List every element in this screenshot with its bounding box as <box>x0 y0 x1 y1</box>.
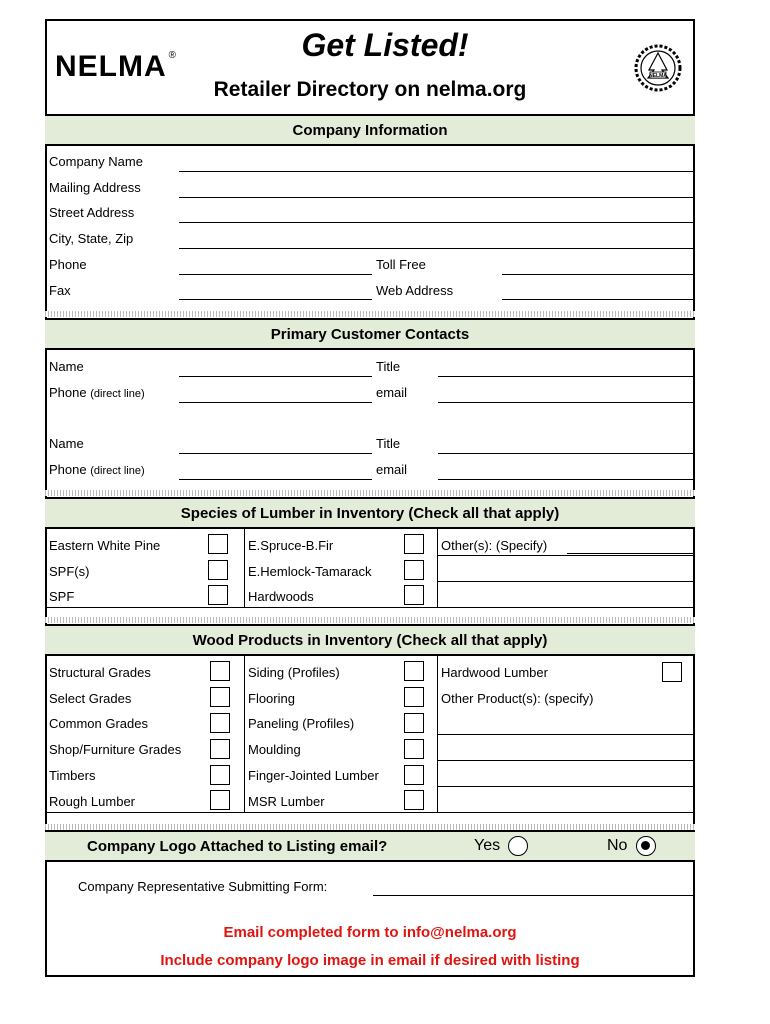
checkbox-hardwood-lumber[interactable] <box>662 662 682 682</box>
column-divider <box>244 656 245 812</box>
column-divider <box>244 529 245 607</box>
other-species-label: Other(s): (Specify) <box>441 538 548 553</box>
row-divider <box>45 812 695 813</box>
row-divider <box>437 581 695 582</box>
rep-label: Company Representative Submitting Form: <box>78 879 328 894</box>
checkbox-timbers[interactable] <box>210 765 230 785</box>
row-divider <box>437 734 695 735</box>
radio-no[interactable] <box>636 836 656 856</box>
contact2-phone-label <box>49 462 145 477</box>
row-divider <box>437 555 695 556</box>
separator <box>45 311 695 317</box>
species-label: E.Spruce-B.Fir <box>248 538 334 553</box>
contact1-phone-label <box>49 385 145 400</box>
checkbox-spf[interactable] <box>208 585 228 605</box>
contact1-name-field[interactable] <box>179 376 372 377</box>
logo-instruction: Include company logo image in email if desired with listing <box>160 952 580 969</box>
product-label: Timbers <box>49 768 96 783</box>
checkbox-siding[interactable] <box>404 661 424 681</box>
company-info-heading: Company Information <box>45 114 695 146</box>
product-label: Paneling (Profiles) <box>248 716 355 731</box>
row-divider <box>437 786 695 787</box>
phone-label: Phone <box>49 257 87 272</box>
contact2-email-label: email <box>376 462 408 477</box>
contact2-name-field[interactable] <box>179 453 372 454</box>
species-label: E.Hemlock-Tamarack <box>248 564 372 579</box>
product-label: Flooring <box>248 691 295 706</box>
wood-heading: Wood Products in Inventory (Check all that apply) <box>45 624 695 656</box>
street-address-field[interactable] <box>179 222 693 223</box>
street-address-label: Street Address <box>49 205 135 220</box>
product-label: Hardwood Lumber <box>441 665 548 680</box>
column-divider <box>437 529 438 607</box>
checkbox-msr-lumber[interactable] <box>404 790 424 810</box>
radio-yes[interactable] <box>508 836 528 856</box>
checkbox-paneling[interactable] <box>404 713 424 733</box>
checkbox-spruce-fir[interactable] <box>404 534 424 554</box>
fax-field[interactable] <box>179 299 372 300</box>
product-label: Select Grades <box>49 691 132 706</box>
contact2-title-label: Title <box>376 436 401 451</box>
product-label: Moulding <box>248 742 301 757</box>
web-address-field[interactable] <box>502 299 693 300</box>
checkbox-moulding[interactable] <box>404 739 424 759</box>
nelma-seal-icon <box>634 44 682 92</box>
contact1-title-label: Title <box>376 359 401 374</box>
company-name-label: Company Name <box>49 154 143 169</box>
contacts-heading: Primary Customer Contacts <box>45 318 695 350</box>
toll-free-field[interactable] <box>502 274 693 275</box>
rep-field[interactable] <box>373 895 693 896</box>
email-instruction: Email completed form to info@nelma.org <box>223 924 517 941</box>
species-label: SPF(s) <box>49 564 90 579</box>
product-label: Structural Grades <box>49 665 151 680</box>
checkbox-finger-jointed[interactable] <box>404 765 424 785</box>
row-divider <box>45 607 695 608</box>
svg-text:NELMA: NELMA <box>649 73 667 79</box>
contact1-email-label: email <box>376 385 408 400</box>
product-label: Shop/Furniture Grades <box>49 742 182 757</box>
page-subtitle: Retailer Directory on nelma.org <box>213 78 527 101</box>
species-label: Eastern White Pine <box>49 538 161 553</box>
checkbox-shop-furniture-grades[interactable] <box>210 739 230 759</box>
contact1-email-field[interactable] <box>438 402 693 403</box>
contact2-phone-field[interactable] <box>179 479 372 480</box>
phone-text: Phone <box>49 385 87 400</box>
fax-label: Fax <box>49 283 71 298</box>
species-heading: Species of Lumber in Inventory (Check all that apply) <box>45 497 695 529</box>
phone-field[interactable] <box>179 274 372 275</box>
contact1-phone-field[interactable] <box>179 402 372 403</box>
species-label: Hardwoods <box>248 589 314 604</box>
checkbox-select-grades[interactable] <box>210 687 230 707</box>
city-state-zip-label: City, State, Zip <box>49 231 134 246</box>
checkbox-hemlock-tamarack[interactable] <box>404 560 424 580</box>
product-label: Common Grades <box>49 716 148 731</box>
product-label: Siding (Profiles) <box>248 665 340 680</box>
other-species-field[interactable] <box>567 553 693 554</box>
checkbox-structural-grades[interactable] <box>210 661 230 681</box>
web-address-label: Web Address <box>376 283 454 298</box>
city-state-zip-field[interactable] <box>179 248 693 249</box>
separator <box>45 617 695 623</box>
yes-label: Yes <box>474 837 501 854</box>
nelma-logo: NELMA ® <box>55 50 178 83</box>
page-title: Get Listed! <box>301 27 469 63</box>
phone-note: (direct line) <box>90 388 145 400</box>
checkbox-eastern-white-pine[interactable] <box>208 534 228 554</box>
toll-free-label: Toll Free <box>376 257 426 272</box>
no-label: No <box>607 837 628 854</box>
phone-note: (direct line) <box>90 465 145 477</box>
product-label: MSR Lumber <box>248 794 325 809</box>
other-product-label: Other Product(s): (specify) <box>441 691 594 706</box>
logo-question-label: Company Logo Attached to Listing email? <box>87 837 388 855</box>
contact2-title-field[interactable] <box>438 453 693 454</box>
species-label: SPF <box>49 589 75 604</box>
checkbox-flooring[interactable] <box>404 687 424 707</box>
mailing-address-field[interactable] <box>179 197 693 198</box>
product-label: Finger-Jointed Lumber <box>248 768 379 783</box>
contact1-name-label: Name <box>49 359 84 374</box>
phone-text: Phone <box>49 462 87 477</box>
checkbox-hardwoods[interactable] <box>404 585 424 605</box>
company-name-field[interactable] <box>179 171 693 172</box>
checkbox-spf-s[interactable] <box>208 560 228 580</box>
contact2-email-field[interactable] <box>438 479 693 480</box>
product-label: Rough Lumber <box>49 794 135 809</box>
separator <box>45 490 695 496</box>
checkbox-common-grades[interactable] <box>210 713 230 733</box>
checkbox-rough-lumber[interactable] <box>210 790 230 810</box>
logo-question-bar <box>45 830 695 862</box>
contact1-title-field[interactable] <box>438 376 693 377</box>
contact2-name-label: Name <box>49 436 84 451</box>
mailing-address-label: Mailing Address <box>49 180 141 195</box>
row-divider <box>437 760 695 761</box>
